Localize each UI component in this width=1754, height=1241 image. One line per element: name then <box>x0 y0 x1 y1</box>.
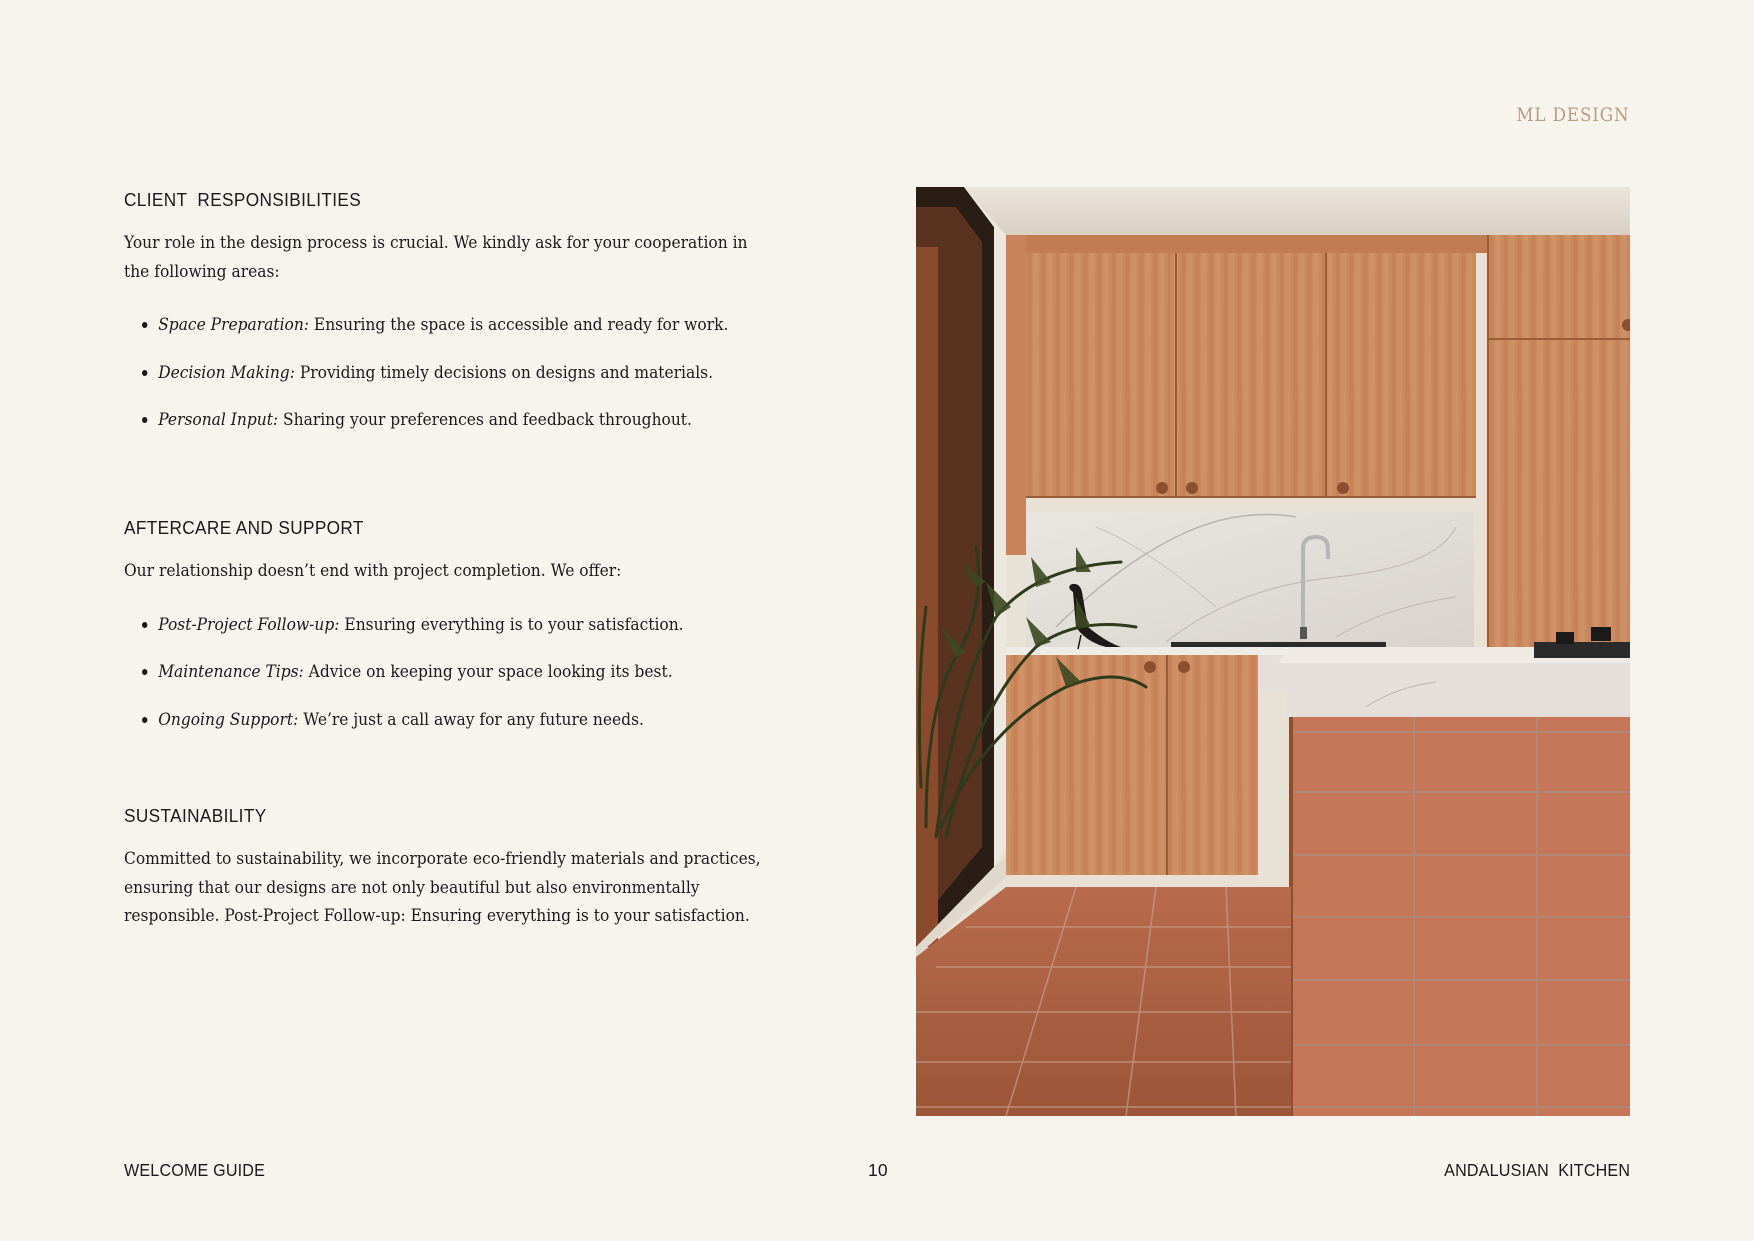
bullet-icon <box>142 370 147 376</box>
item-text: Sharing your preferences and feedback throughout. <box>278 410 692 430</box>
intro-line: Our relationship doesn’t end with project completion. We offer: <box>124 561 622 581</box>
bullet-list <box>124 311 844 434</box>
section-body <box>124 845 844 931</box>
item-term: Space Preparation: <box>158 315 310 335</box>
item-term: Ongoing Support: <box>158 709 299 730</box>
list-item <box>124 359 844 387</box>
bullet-list <box>124 611 844 734</box>
item-text: Advice on keeping your space looking its best. <box>303 662 673 682</box>
footer-project-name: ANDALUSIAN KITCHEN <box>1444 1160 1630 1180</box>
item-text: We’re just a call away for any future needs. <box>298 709 644 730</box>
intro-line: Your role in the design process is crucial. We kindly ask for your cooperation in <box>124 233 748 253</box>
list-item <box>124 311 844 339</box>
section-aftercare-support <box>124 517 844 734</box>
section-sustainability <box>124 805 844 931</box>
footer-guide-title: WELCOME GUIDE <box>124 1160 266 1180</box>
item-text: Ensuring the space is accessible and ready for work. <box>309 315 729 335</box>
list-item <box>124 706 844 734</box>
body-line: ensuring that our designs are not only beautiful but also environmentally <box>124 877 700 898</box>
bullet-icon <box>142 417 147 423</box>
bullet-icon <box>142 669 147 675</box>
intro-line: the following areas: <box>124 261 280 282</box>
section-heading: CLIENT RESPONSIBILITIES <box>124 189 362 210</box>
bullet-icon <box>142 322 147 328</box>
item-term: Maintenance Tips: <box>158 662 304 682</box>
section-heading: AFTERCARE AND SUPPORT <box>124 517 364 538</box>
item-text: Providing timely decisions on designs and materials. <box>294 362 714 383</box>
section-heading: SUSTAINABILITY <box>124 805 267 826</box>
kitchen-photo <box>916 187 1630 1116</box>
bullet-icon <box>142 717 147 723</box>
item-term: Post-Project Follow-up: <box>158 614 340 635</box>
bullet-icon <box>142 622 147 628</box>
list-item <box>124 611 844 639</box>
list-item <box>124 658 844 686</box>
section-client-responsibilities <box>124 189 844 434</box>
body-line: responsible. Post-Project Follow-up: Ensuring everything is to your satisfaction. <box>124 906 750 926</box>
item-text: Ensuring everything is to your satisfaction. <box>339 614 684 635</box>
section-intro <box>124 557 844 586</box>
section-intro <box>124 229 844 286</box>
brand-logo: ML DESIGN <box>1516 104 1630 126</box>
item-term: Decision Making: <box>158 362 295 383</box>
list-item <box>124 406 844 434</box>
item-term: Personal Input: <box>158 410 279 430</box>
page-number: 10 <box>868 1160 888 1180</box>
body-line: Committed to sustainability, we incorporate eco-friendly materials and practices, <box>124 849 761 869</box>
